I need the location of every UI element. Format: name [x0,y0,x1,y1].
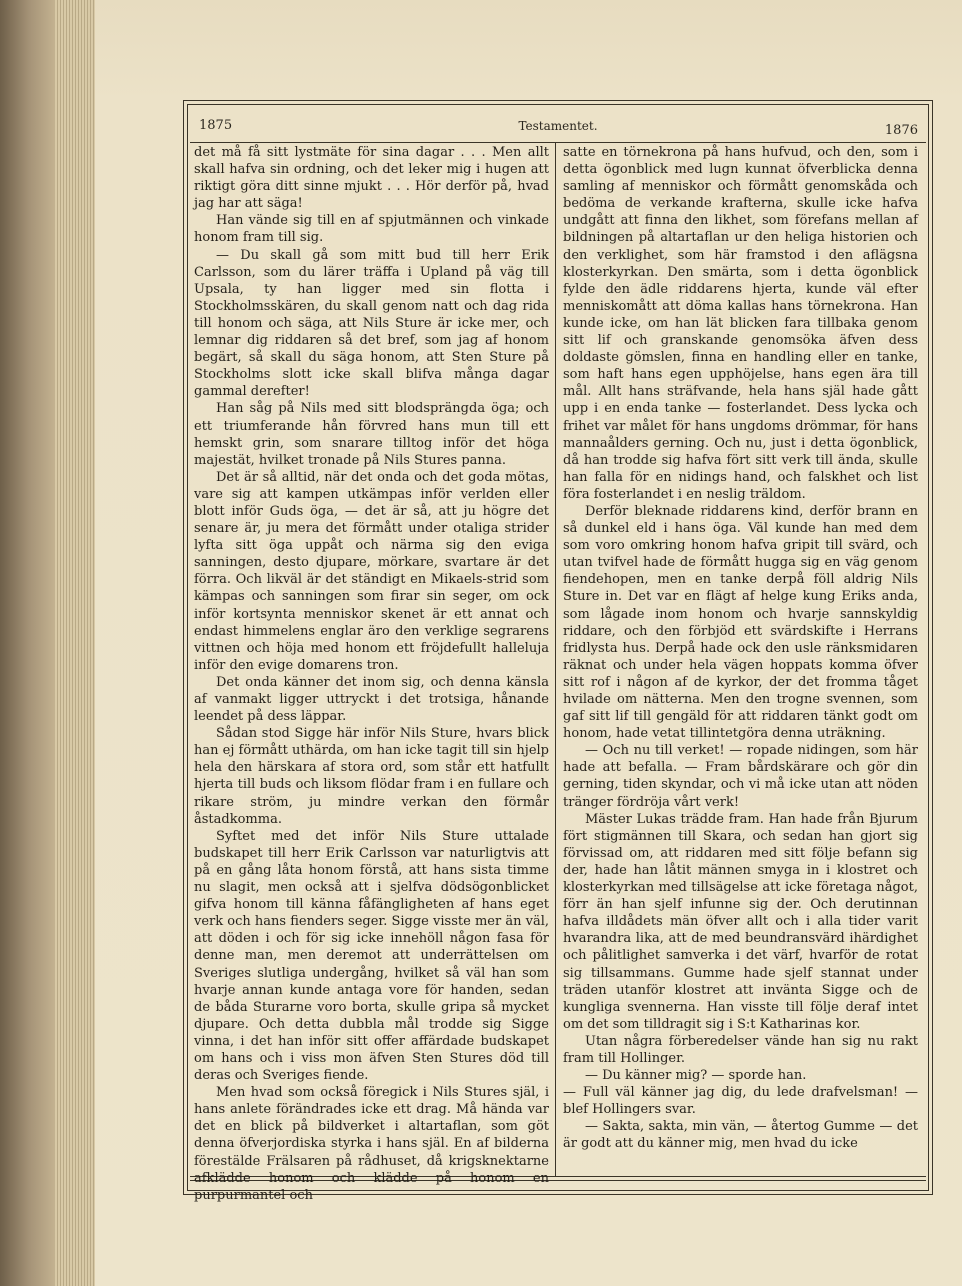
header-rule [190,142,926,143]
paragraph: — Och nu till verket! — ropade nidingen, som här hade att befalla. — Fram bårdskärare och gör din gerning, tiden skyndar, och vi må icke utan att nöden tränger fördröja vårt verk! [563,743,918,810]
page-header [194,118,922,142]
paragraph: Det är så alltid, när det onda och det goda mötas, vare sig att kampen utkämpas inför verlden eller blott inför Guds öga, — det är så, att ju högre det senare är, ju mera det förmått under otaliga strider lyfta sitt öga uppåt och närma sig den eviga sanningen, desto djupare, mörkare, svartare är det förra. Och likväl är det ständigt en Mikaels-strid som kämpas och sanningen som firar sin seger, om ock inför kortsynta menniskor skenet är ett annat och endast himmelens englar äro den verklige segrarens vittnen och höja med honom ett fröjdefullt halleluja inför den evige domarens tron. [194,469,549,673]
paragraph: Mäster Lukas trädde fram. Han hade från Bjurum fört stigmännen till Skara, och sedan han gjort sig förvissad om, att riddaren med sitt följe befann sig der, hade han låtit männen smyga in i klostret och klosterkyrkan med tillsägelse att icke företaga något, förr än han sjelf infunne sig der. Och derutinnan hafva illdådets män öfver allt och i alla tider varit hvarandra lika, att de med beundransvärd ihärdighet och pålitlighet samverka i det värf, hvarför de rotat sig tillsammans. Gumme hade sjelf stannat under träden utanför klostret att invänta Sigge och de kungliga svennerna. Han visste till följe deraf intet om det som tilldragit sig i S:t Katharinas kor. [563,811,918,1032]
running-title: Testamentet. [518,119,598,133]
left-column [194,144,549,1204]
paragraph: Utan några förberedelser vände han sig nu rakt fram till Hollinger. [563,1033,918,1066]
paragraph: — Sakta, sakta, min vän, — återtog Gumme — det är godt att du känner mig, men hvad du icke [563,1119,918,1152]
paragraph: Men hvad som också föregick i Nils Stures själ, i hans anlete förändrades icke ett drag. Må hända var det en blick på bildverket i altartaflan, som göt denna öfverjordiska styrka i hans själ. En af bilderna förestälde Frälsaren på rådhuset, då krigsknektarne afklädde honom och klädde på honom en purpurmantel och [194,1085,549,1203]
paragraph: — Du känner mig? — sporde han. [585,1068,807,1084]
left-page-number: 1875 [199,118,233,133]
paragraph: satte en törnekrona på hans hufvud, och den, som i detta ögonblick med lugn kunnat öfverblicka denna samling af menniskor och förmått genomskåda och bedöma de verkande krafterna, skulle icke hafva undgått att finna den likhet, som förefans mellan af bildningen på altartaflan ur den heliga historien och den verklighet, som här framstod i den aflägsna klosterkyrkan. Den smärta, som i detta ögonblick fylde den ädle riddarens hjerta, kunde väl efter menniskomått att döma kallas hans törnekrona. Han kunde icke, om han lät blicken fara tillbaka genom sitt lif och granskande genomsöka äfven dess doldaste gömslen, finna en handling eller en tanke, som haft hans egen upphöjelse, hans egen ära till mål. Allt hans sträfvande, hela hans själ hade gått upp i en enda tanke — fosterlandet. Dess lycka och frihet var målet för hans ungdoms drömmar, för hans mannaålders gerning. Och nu, just i detta ögonblick, då han trodde sig hafva fört sitt verk till ända, skulle han falla för en nidings hand, och falskhet och list föra fosterlandet i en neslig träldom. [563,145,918,502]
paragraph: Han vände sig till en af spjutmännen och vinkade honom fram till sig. [194,213,549,246]
paragraph: Det onda känner det inom sig, och denna känsla af vanmakt ligger uttryckt i det trotsiga, hånande leendet på dess läppar. [194,674,549,725]
column-divider [555,143,556,1176]
paragraph: Han såg på Nils med sitt blodsprängda öga; och ett triumferande hån förvred hans mun till ett hemskt grin, som snarare tilltog inför det höga majestät, hvilket tronade på Nils Stures panna. [194,401,549,468]
paragraph: — Full väl känner jag dig, du lede drafvelsman! — blef Hollingers svar. [563,1085,918,1118]
paragraph: Derför bleknade riddarens kind, derför brann en så dunkel eld i hans öga. Väl kunde han med dem som voro omkring honom hafva gripit till svärd, och utan tvifvel hade de förmått hugga sig en väg genom fiendehopen, men en tanke derpå föll aldrig Nils Sture in. Det var en flägt af helge kung Eriks anda, som lågade inom honom och hvarje sannskyldig riddare, och den förbjöd ett svärdskifte i Herrans fridlysta hus. Derpå hade ock den usle ränksmidaren räknat och under hela vägen hoppats komma öfver sitt rof i någon af de kyrkor, der det fromma tåget hvilade om nätterna. Men den trogne svennen, som gaf sitt lif till gengäld för att riddaren tänkt godt om honom, hade vetat tillintetgöra denna uträkning. [563,503,918,742]
paragraph: Syftet med det inför Nils Sture uttalade budskapet till herr Erik Carlsson var naturligtvis att på en gång låta honom förstå, att hans sista timme nu slagit, men också att i sjelfva dödsögonblicket gifva honom till känna fåfängligheten af hans eget verk och hans fienders seger. Sigge visste mer än väl, att döden i och för sig icke innehöll någon fasa för denne man, men deremot att underrättelsen om Sveriges slutliga undergång, hvilket så väl han som hvarje annan kunde antaga vore för handen, sedan de båda Sturarne voro borta, skulle gripa så mycket djupare. Och detta dubbla mål trodde sig Sigge vinna, i det han inför sitt offer affärdade budskapet om hans och i viss mon äfven Sten Stures död till deras och Sveriges fiende. [194,828,549,1084]
paragraph: — Du skall gå som mitt bud till herr Erik Carlsson, som du lärer träffa i Upland på väg till Upsala, ty han ligger med sin flotta i Stockholmsskären, du skall genom natt och dag rida till honom och säga, att Nils Sture är icke mer, och lemnar dig riddaren så det bref, som jag af honom begärt, så skall du säga honom, att Sten Sture på Stockholms slott icke skall blifva många dagar gammal derefter! [194,247,549,400]
right-page-number: 1876 [884,123,918,138]
right-column [563,144,918,1153]
paragraph: Sådan stod Sigge här inför Nils Sture, hvars blick han ej förmått uthärda, om han icke tagit till sin hjelp hela den härskara af stora ord, som står ett hatfullt hjerta till buds och liksom flödar fram i en fullare och rikare ström, ju mindre verkan den förmår åstadkomma. [194,726,549,827]
paragraph: det må få sitt lystmäte för sina dagar . . . Men allt skall hafva sin ordning, och det leker mig i hugen att riktigt göra ditt sinne mjukt . . . Hör derför på, hvad jag har att säga! [194,145,549,212]
page-edges [55,0,95,1286]
